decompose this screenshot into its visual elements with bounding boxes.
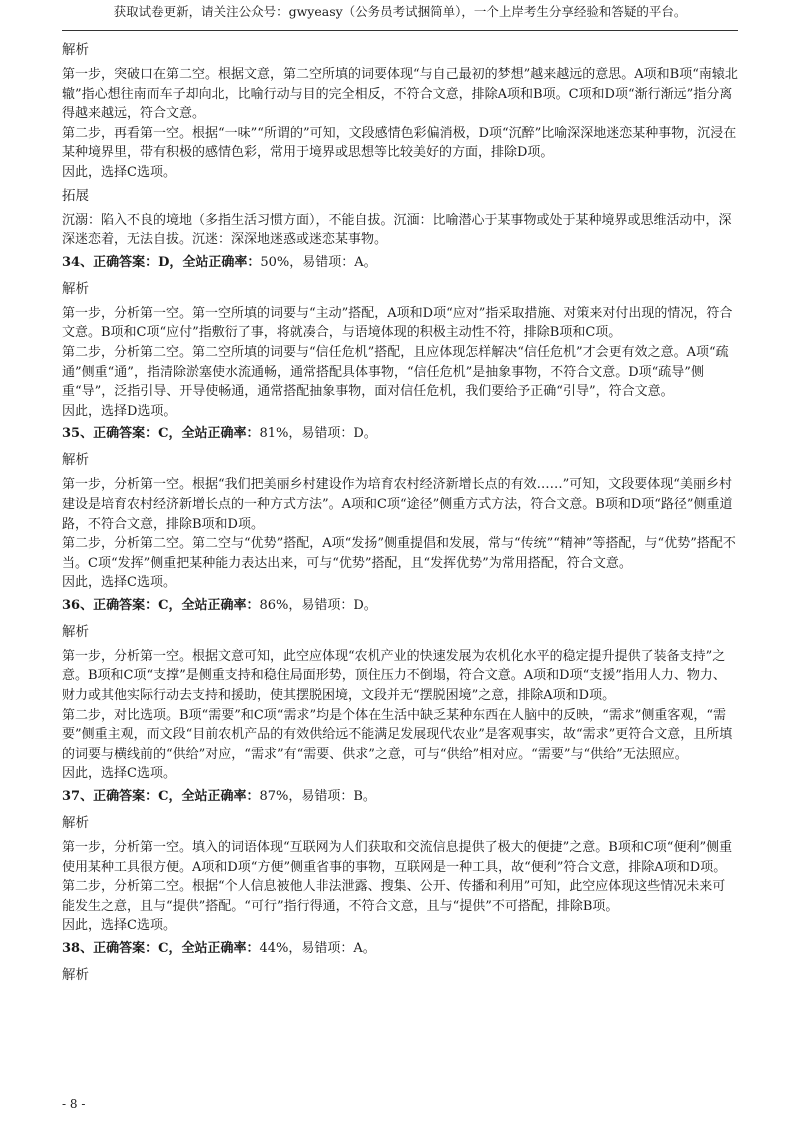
q34-answer-label: 34、正确答案：D，全站正确率： [62, 254, 261, 270]
extension-title: 拓展 [62, 187, 89, 204]
q37-conclusion: 因此，选择C选项。 [62, 918, 176, 934]
q38-answer-label: 38、正确答案：C，全站正确率： [62, 941, 260, 956]
q37-answer-header [62, 786, 738, 808]
q36-conclusion: 因此，选择C选项。 [62, 766, 176, 782]
q34-step2: 第二步，分析第二空。第二空所填的词要与“信任危机”搭配，且应体现怎样解决“信任危机”才会更有效之意。A项“疏通”侧重“通”，指清除淤塞使水流通畅，通常搭配具体事物，“信任危机”是抽象事物，不符合文意。D项“疏导”侧重“导”，泛指引导、开导使畅通，通常搭配抽象事物，面对信任危机，我们要给予正确“引导”，符合文意。 [62, 344, 729, 400]
analysis-title: 解析 [62, 452, 89, 469]
q33-step2: 第二步，再看第一空。根据“一味”“所谓的”可知，文段感情色彩偏消极，D项“沉醉”比喻深深地迷恋某种事物，沉浸在某种境界里，带有积极的感情色彩，常用于境界或思想等比较美好的方面，排除D项。 [62, 125, 737, 161]
page-content [62, 37, 738, 990]
q34-answer-header [62, 252, 738, 274]
q35-answer-header [62, 423, 738, 445]
q37-step2: 第二步，分析第二空。根据“个人信息被他人非法泄露、搜集、公开、传播和利用”可知，此空应体现这些情况未来可能发生之意，且与“提供”搭配。“可行”指行得通，不符合文意，且与“提供”不可搭配，排除B项。 [62, 879, 726, 914]
q36-step1: 第一步，分析第一空。根据文意可知，此空应体现“农机产业的快速发展为农机化水平的稳定提升提供了装备支持”之意。B项和C项“支撑”是侧重支持和稳住局面形势，顶住压力不倒塌，符合文意。A项和D项“支援”指用人力、物力、财力或其他实际行动去支持和援助，使其摆脱困境，文段并无“摆脱困境”之意，排除A项和D项。 [62, 648, 726, 704]
q35-step2: 第二步，分析第二空。第二空与“优势”搭配，A项“发扬”侧重提倡和发展，常与“传统”“精神”等搭配，与“优势”搭配不当。C项“发挥”侧重把某种能力表达出来，可与“优势”搭配，且“发挥优势”为常用搭配，符合文意。 [62, 536, 736, 571]
q34-step1: 第一步，分析第一空。第一空所填的词要与“主动”搭配，A项和D项“应对”指采取措施、对策来对付出现的情况，符合文意。B项和C项“应付”指敷衍了事，将就凑合，与语境体现的积极主动性不符，排除B项和C项。 [62, 305, 733, 341]
q33-step1: 第一步，突破口在第二空。根据文意，第二空所填的词要体现“与自己最初的梦想”越来越远的意思。A项和B项“南辕北辙”指心想往南而车子却向北，比喻行动与目的完全相反，不符合文意，排除A项和B项。C项和D项“渐行渐远”指分离得越来越远，符合文意。 [62, 67, 738, 122]
analysis-title: 解析 [62, 815, 89, 832]
q34-accuracy: 50%，易错项：A。 [260, 254, 377, 270]
q37-step1: 第一步，分析第一空。填入的词语体现“互联网为人们获取和交流信息提供了极大的便捷”之意。B项和C项“便利”侧重使用某种工具很方便。A项和D项“方便”侧重省事的事物，互联网是一种工具，故“便利”符合文意，排除A项和D项。 [62, 840, 733, 875]
q37-answer-label: 37、正确答案：C，全站正确率： [62, 789, 260, 805]
q38-answer-header [62, 938, 738, 960]
page-number: - 8 - [62, 1097, 86, 1111]
q33-conclusion: 因此，选择C选项。 [62, 164, 176, 180]
q38-accuracy: 44%，易错项：A。 [259, 941, 376, 956]
analysis-title: 解析 [62, 280, 89, 297]
q33-extension: 沉溺：陷入不良的境地（多指生活习惯方面），不能自拔。沉湎：比喻潜心于某事物或处于某种境界或思维活动中，深深迷恋着，无法自拔。沉迷：深深地迷惑或迷恋某事物。 [62, 212, 732, 248]
q36-answer-label: 36、正确答案：C，全站正确率： [62, 597, 260, 613]
q34-conclusion: 因此，选择D选项。 [62, 403, 177, 419]
analysis-title: 解析 [62, 623, 89, 640]
q35-answer-label: 35、正确答案：C，全站正确率： [62, 426, 260, 442]
header-divider [62, 30, 738, 31]
q35-conclusion: 因此，选择C选项。 [62, 575, 176, 591]
q37-accuracy: 87%，易错项：B。 [259, 789, 376, 805]
q35-step1: 第一步，分析第一空。根据“我们把美丽乡村建设作为培育农村经济新增长点的有效……”可知，文段要体现“美丽乡村建设是培育农村经济新增长点的一种方式方法”。A项和C项“途径”侧重方式方法，符合文意。B项和D项“路径”侧重道路，不符合文意，排除B项和D项。 [62, 477, 733, 532]
analysis-title: 解析 [62, 967, 89, 983]
q36-step2: 第二步，对比选项。B项“需要”和C项“需求”均是个体在生活中缺乏某种东西在人脑中的反映，“需求”侧重客观，“需要”侧重主观，而文段“目前农机产品的有效供给远不能满足发展现代农业”是客观事实，故“需求”更符合文意，且所填的词要与横线前的“供给”对应，“需求”有“需要、供求”之意，可与“供给”相对应。“需要”与“供给”无法照应。 [62, 707, 733, 762]
analysis-title: 解析 [62, 42, 89, 58]
q35-accuracy: 81%，易错项：D。 [259, 426, 377, 442]
q36-accuracy: 86%，易错项：D。 [259, 597, 377, 613]
page-header: 获取试卷更新，请关注公众号：gwyeasy（公务员考试捆简单），一个上岸考生分享经验和答疑的平台。 [113, 4, 687, 19]
q36-answer-header [62, 595, 738, 617]
